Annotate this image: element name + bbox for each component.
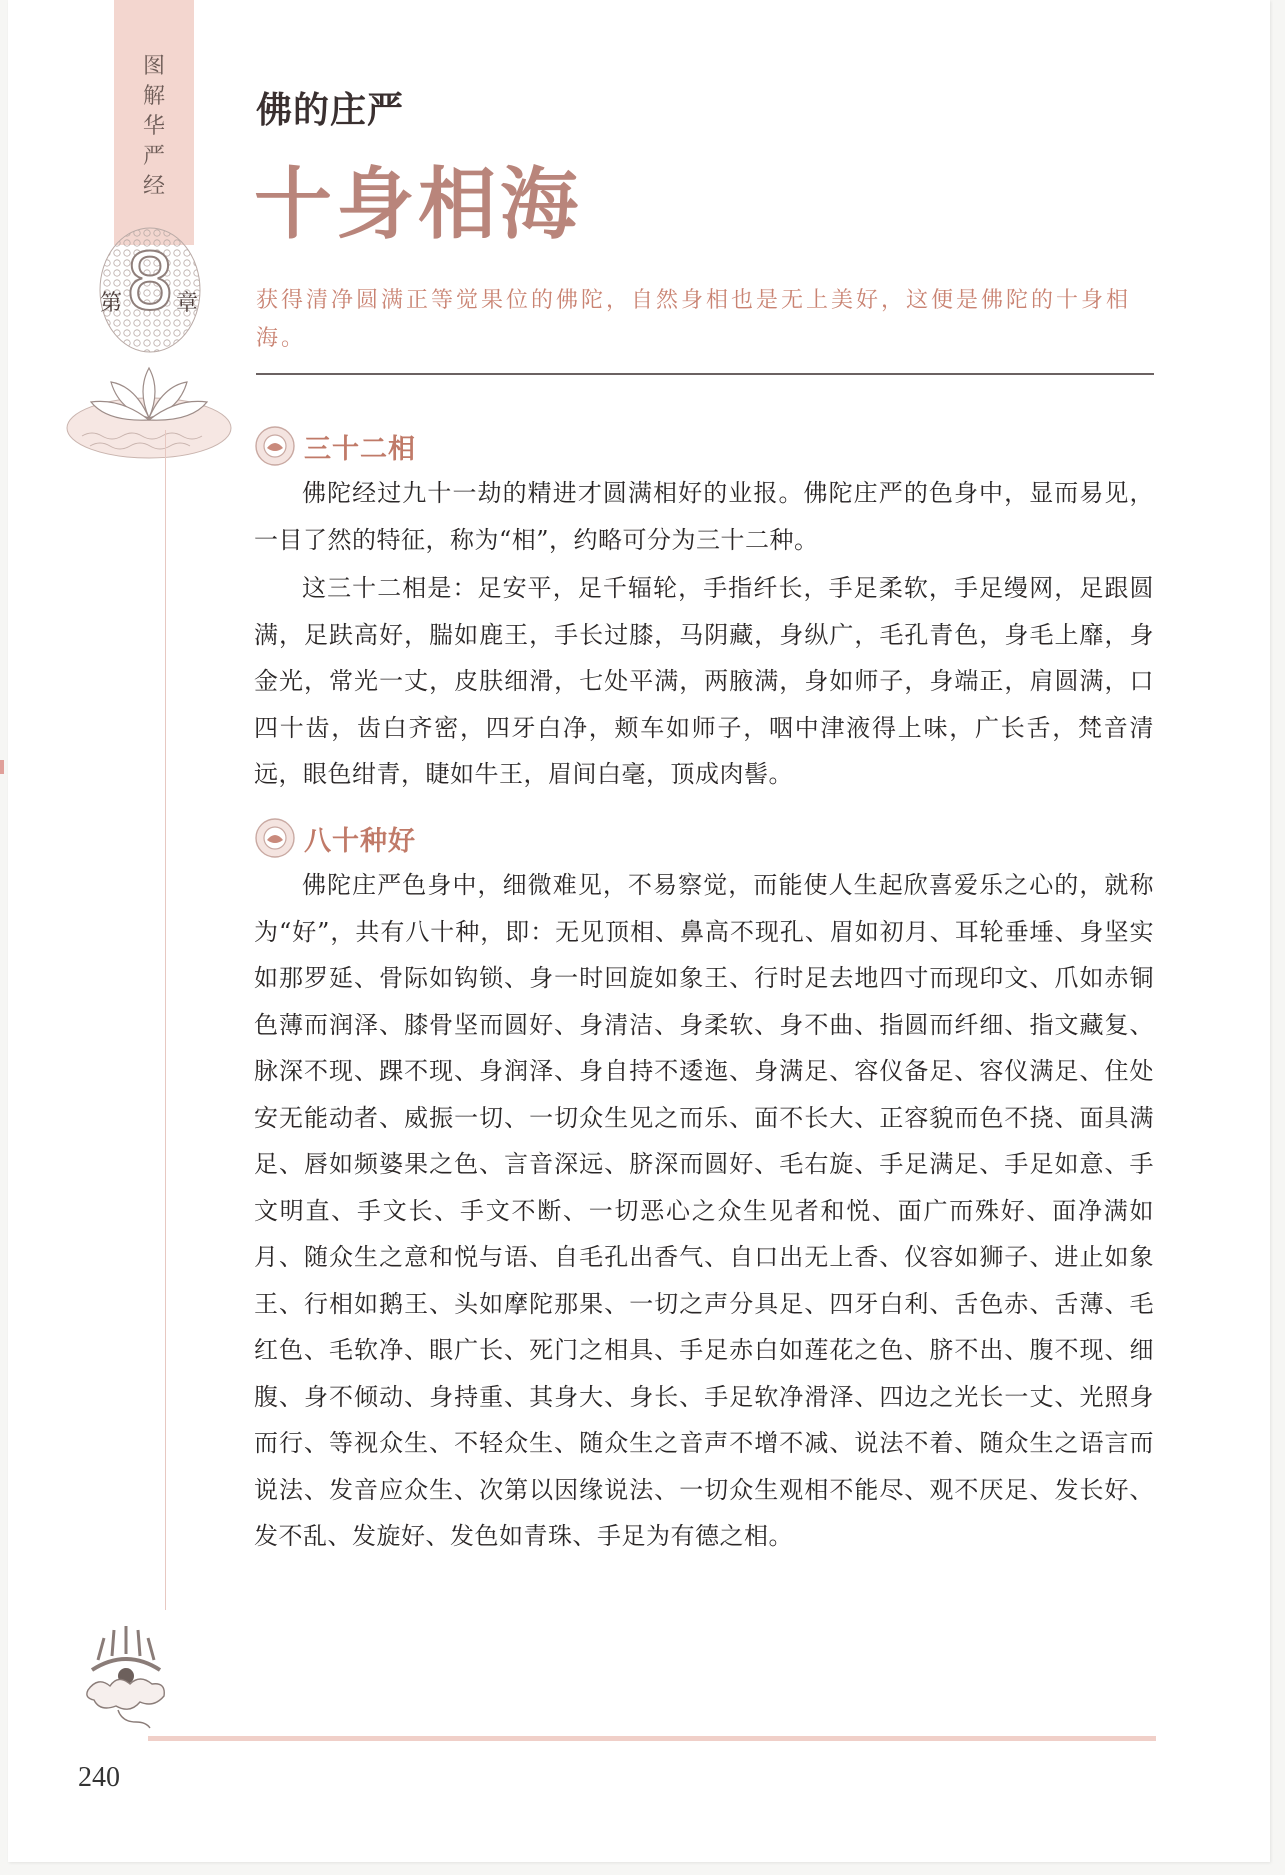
book-title-char: 严 xyxy=(142,144,165,169)
edge-mark xyxy=(0,760,4,774)
page-number: 240 xyxy=(78,1762,120,1793)
auspicious-cloud-icon xyxy=(78,1620,173,1730)
page-title: 十身相海 xyxy=(254,159,583,250)
chapter-suffix: 章 xyxy=(176,291,199,316)
section-title: 三十二相 xyxy=(304,433,416,465)
section-thirty-two-marks xyxy=(254,424,1154,798)
book-title-char: 图 xyxy=(142,54,165,79)
footer-rule xyxy=(148,1736,1156,1741)
left-margin-rule xyxy=(165,430,166,1610)
paragraph: 佛陀经过九十一劫的精进才圆满相好的业报。佛陀庄严的色身中，显而易见，一目了然的特征，称为“相”，约略可分为三十二种。 xyxy=(254,479,1154,554)
section-eighty-marks xyxy=(254,816,1154,1560)
paragraph: 佛陀庄严色身中，细微难见，不易察觉，而能使人生起欣喜爱乐之心的，就称为“好”，共有八十种，即：无见顶相、鼻高不现孔、眉如初月、耳轮垂埵、身坚实如那罗延、骨际如钩锁、身一时回旋如象王、行时足去地四寸而现印文、爪如赤铜色薄而润泽、膝骨坚而圆好、身清洁、身柔软、身不曲、指圆而纤细、指文藏复、脉深不现、踝不现、身润泽、身自持不逶迤、身满足、容仪备足、容仪满足、住处安无能动者、威振一切、一切众生见之而乐、面不长大、正容貌而色不挠、面具满足、唇如频婆果之色、言音深远、脐深而圆好、毛右旋、手足满足、手足如意、手文明直、手文长、手文不断、一切恶心之众生见者和悦、面广而殊好、面净满如月、随众生之意和悦与语、自毛孔出香气、自口出无上香、仪容如狮子、进止如象王、行相如鹅王、头如摩陀那果、一切之声分具足、四牙白利、舌色赤、舌薄、毛红色、毛软净、眼广长、死门之相具、手足赤白如莲花之色、脐不出、腹不现、细腹、身不倾动、身持重、其身大、身长、手足软净滑泽、四边之光长一丈、光照身而行、等视众生、不轻众生、随众生之音声不增不减、说法不着、随众生之语言而说法、发音应众生、次第以因缘说法、一切众生观相不能尽、观不厌足、发长好、发不乱、发旋好、发色如青珠、手足为有德之相。 xyxy=(254,871,1154,1550)
divider xyxy=(256,373,1154,375)
dharma-emblem-icon xyxy=(254,817,296,859)
section-title: 八十种好 xyxy=(304,825,416,857)
dharma-emblem-icon xyxy=(254,425,296,467)
book-page xyxy=(8,0,1270,1862)
book-title-char: 华 xyxy=(142,114,165,139)
section-heading xyxy=(254,424,1154,468)
chapter-prefix: 第 xyxy=(100,291,123,316)
book-title-vertical xyxy=(136,52,172,202)
lotus-icon xyxy=(64,358,234,468)
intro-text: 获得清净圆满正等觉果位的佛陀，自然身相也是无上美好，这便是佛陀的十身相海。 xyxy=(256,288,1132,351)
section-kicker: 佛的庄严 xyxy=(256,89,405,131)
book-title-char: 解 xyxy=(142,84,165,109)
section-heading xyxy=(254,816,1154,860)
chapter-number: 8 xyxy=(125,238,175,328)
paragraph: 这三十二相是：足安平，足千辐轮，手指纤长，手足柔软，手足缦网，足跟圆满，足趺高好，腨如鹿王，手长过膝，马阴藏，身纵广，毛孔青色，身毛上靡，身金光，常光一丈，皮肤细滑，七处平满，两腋满，身如师子，身端正，肩圆满，口四十齿，齿白齐密，四牙白净，颊车如师子，咽中津液得上味，广长舌，梵音清远，眼色绀青，睫如牛王，眉间白毫，顶成肉髻。 xyxy=(254,574,1154,788)
book-title-char: 经 xyxy=(142,174,165,199)
